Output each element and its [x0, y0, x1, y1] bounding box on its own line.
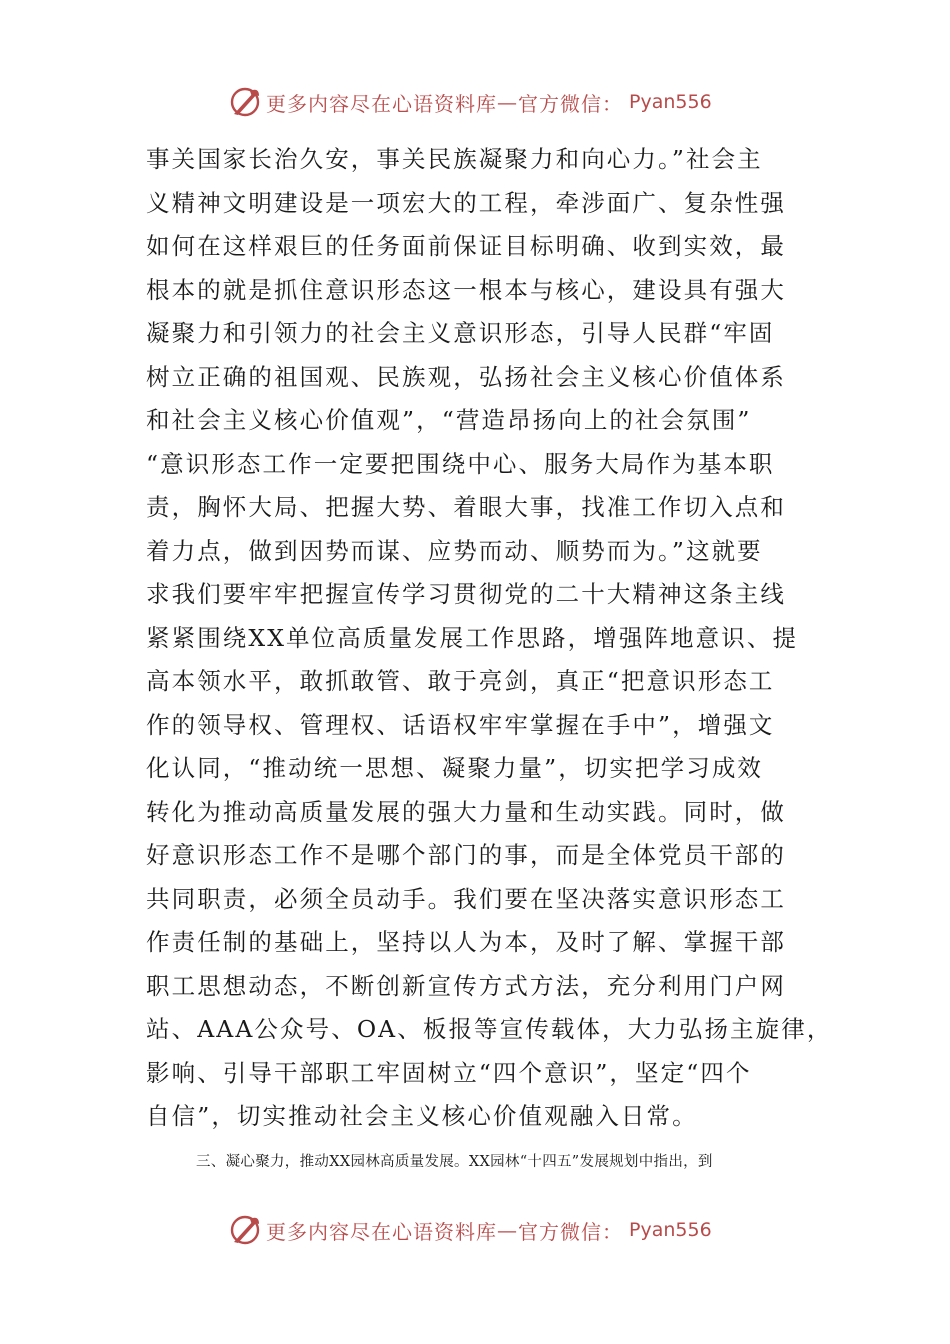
- wechat-label: 官方微信：: [518, 1219, 623, 1244]
- wechat-id: Pyan556: [629, 91, 712, 113]
- site-name-text: 更多内容尽在心语资料库: [266, 1219, 497, 1244]
- body-line: 凝聚力和引领力的社会主义意识形态，引导人民群“牢固: [146, 319, 775, 347]
- body-line: 义精神文明建设是一项宏大的工程，牵涉面广、复杂性强: [146, 188, 786, 217]
- body-line: 着力点，做到因势而谋、应势而动、顺势而为。”这就要: [146, 536, 763, 565]
- body-line: 如何在这样艰巨的任务面前保证目标明确、收到实效，最: [146, 232, 786, 260]
- body-line: 共同职责，必须全员动手。我们要在坚决落实意识形态工: [146, 884, 786, 913]
- body-line: 紧紧围绕XX单位高质量发展工作思路，增强阵地意识、提: [146, 623, 799, 652]
- body-line: 职工思想动态，不断创新宣传方式方法，充分利用门户网: [146, 971, 786, 1000]
- body-line: 高本领水平，敢抓敢管、敢于亮剑，真正“把意识形态工: [146, 667, 775, 695]
- wechat-id: Pyan556: [629, 1219, 712, 1241]
- body-line: 求我们要牢牢把握宣传学习贯彻党的二十大精神这条主线: [146, 580, 786, 608]
- body-line: “意识形态工作一定要把围绕中心、服务大局作为基本职: [146, 449, 775, 478]
- wechat-label: 官方微信：: [518, 91, 623, 116]
- body-line: 好意识形态工作不是哪个部门的事，而是全体党员干部的: [146, 841, 786, 869]
- body-line: 影响、引导干部职工牢固树立“四个意识”，坚定“四个: [146, 1058, 752, 1087]
- banner-dash: —: [497, 1218, 518, 1242]
- body-line: 转化为推动高质量发展的强大力量和生动实践。同时，做: [146, 797, 786, 826]
- body-line: 自信”，切实推动社会主义核心价值观融入日常。: [146, 1102, 698, 1130]
- body-line: 作责任制的基础上，坚持以人为本，及时了解、掌握干部: [146, 928, 786, 956]
- body-line: 化认同，“推动统一思想、凝聚力量”，切实把学习成效: [146, 754, 764, 782]
- site-name-text: 更多内容尽在心语资料库: [266, 91, 497, 116]
- banner-dash: —: [497, 90, 518, 114]
- body-line: 和社会主义核心价值观”，“营造昂扬向上的社会氛围”: [146, 406, 752, 434]
- body-line: 根本的就是抓住意识形态这一根本与核心，建设具有强大: [146, 275, 786, 304]
- body-line: 作的领导权、管理权、话语权牢牢掌握在手中”，增强文: [146, 710, 775, 739]
- header-watermark-banner: [228, 84, 748, 120]
- body-line: 责，胸怀大局、把握大势、着眼大事，找准工作切入点和: [146, 493, 786, 521]
- quill-pen-circle-icon: [228, 85, 262, 119]
- section-three-heading: 三、凝心聚力，推动XX园林高质量发展。XX园林“十四五”发展规划中指出，到: [196, 1154, 713, 1170]
- body-line: 事关国家长治久安，事关民族凝聚力和向心力。”社会主: [146, 145, 763, 173]
- quill-pen-circle-icon: [228, 1213, 262, 1247]
- document-body: [146, 138, 833, 1139]
- body-line: 站、AAA公众号、OA、板报等宣传载体，大力弘扬主旋律，: [146, 1015, 833, 1043]
- footer-watermark-banner: [228, 1212, 748, 1248]
- body-line: 树立正确的祖国观、民族观，弘扬社会主义核心价值体系: [146, 362, 786, 391]
